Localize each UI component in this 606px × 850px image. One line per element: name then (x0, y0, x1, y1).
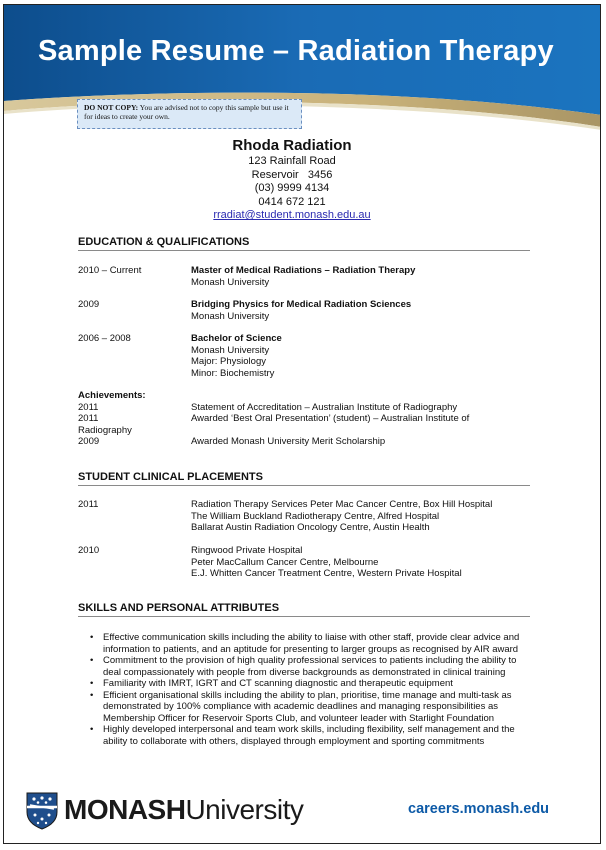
section-divider (78, 485, 530, 486)
skill-text: Effective communication skills including the ability to liaise with other staff, provide clear advice and information to patients, and an aptitude for presenting to larger groups as recognised by AIR award (103, 632, 520, 655)
notice-text: You are advised not to copy this sample but use it for ideas to create your own. (84, 103, 289, 121)
skill-item (88, 678, 534, 690)
achievement-text: Awarded Monash University Merit Scholarship (191, 436, 386, 447)
placement-line: The William Buckland Radiotherapy Centre, Alfred Hospital (191, 510, 440, 522)
section-divider (78, 250, 530, 251)
skills-title: SKILLS AND PERSONAL ATTRIBUTES (78, 602, 280, 614)
achievement-text: Awarded ‘Best Oral Presentation’ (student) – Australian Institute of (191, 413, 470, 424)
skill-text: Commitment to the provision of high quality professional services to patients including the ability to deal compassionately with people from diverse backgrounds as demonstrated in clinical training (103, 655, 517, 678)
education-degree: Bachelor of Science (191, 333, 282, 344)
skills-list (88, 632, 534, 747)
placement-year: 2010 (78, 545, 100, 556)
contact-block (84, 137, 500, 223)
education-date: 2010 – Current (78, 265, 142, 276)
phone-landline: (03) 9999 4134 (254, 182, 330, 195)
education-institution: Monash University (191, 310, 270, 322)
monash-crest-icon (26, 792, 58, 830)
achievement-text: Statement of Accreditation – Australian Institute of Radiography (191, 401, 458, 413)
education-section-header (78, 236, 530, 251)
achievement-item (78, 413, 530, 425)
monash-logo (26, 790, 336, 832)
resume-page (3, 4, 601, 844)
placements-title: STUDENT CLINICAL PLACEMENTS (78, 471, 263, 483)
placement-year: 2011 (78, 499, 99, 510)
education-degree: Bridging Physics for Medical Radiation Sciences (191, 299, 412, 310)
skill-item (88, 690, 534, 725)
logo-wordmark-monash: MONASH (64, 794, 186, 825)
placement-line: Radiation Therapy Services Peter Mac Cancer Centre, Box Hill Hospital (191, 499, 493, 510)
skill-text: Familiarity with IMRT, IGRT and CT scanning diagnostic and therapeutic equipment (103, 678, 453, 689)
education-minor: Minor: Biochemistry (191, 367, 275, 379)
placement-line: Ballarat Austin Radiation Oncology Centre, Austin Health (191, 522, 430, 533)
placements-section-header (78, 471, 530, 486)
achievements-title: Achievements: (78, 390, 146, 401)
achievement-item (78, 402, 530, 414)
education-institution: Monash University (191, 344, 270, 356)
achievement-text-wrap: Radiography (78, 424, 132, 436)
achievement-year: 2009 (78, 436, 100, 447)
achievement-year: 2011 (78, 413, 99, 424)
bullet-icon: • (90, 689, 94, 701)
education-title: EDUCATION & QUALIFICATIONS (78, 236, 250, 248)
skill-item (88, 655, 534, 678)
careers-link[interactable]: careers.monash.edu (408, 801, 550, 817)
section-divider (78, 616, 530, 617)
email-link[interactable]: rradiat@student.monash.edu.au (213, 209, 371, 222)
banner-title: Sample Resume – Radiation Therapy (38, 35, 554, 67)
skill-text: Efficient organisational skills including the ability to plan, prioritise, time manage and multi-task as demonstrated by 100% compliance with academic deadlines and managing responsibilities as Membership Officer for Reservoir Sports Club, and volunteer leader with Starlight Foundation (103, 689, 512, 724)
education-date: 2009 (78, 299, 100, 310)
applicant-name: Rhoda Radiation (232, 137, 352, 154)
bullet-icon: • (90, 655, 94, 666)
placement-line: Peter MacCallum Cancer Centre, Melbourne (191, 556, 379, 568)
bullet-icon: • (90, 678, 94, 689)
placement-line: Ringwood Private Hospital (191, 545, 303, 556)
bullet-icon: • (90, 632, 94, 643)
achievement-item (78, 436, 530, 448)
education-degree: Master of Medical Radiations – Radiation Therapy (191, 265, 416, 276)
achievements-block (78, 390, 530, 448)
bullet-icon: • (90, 724, 94, 735)
placement-line: E.J. Whitten Cancer Treatment Centre, Western Private Hospital (191, 568, 462, 579)
skill-text: Highly developed interpersonal and team work skills, including flexibility, self management and the ability to collaborate with others, displayed through employment and sporting commitments (103, 724, 515, 747)
do-not-copy-notice (77, 99, 302, 129)
education-date: 2006 – 2008 (78, 333, 131, 344)
skill-item (88, 632, 534, 655)
education-major: Major: Physiology (191, 356, 266, 367)
phone-mobile: 0414 672 121 (258, 195, 326, 208)
notice-label: DO NOT COPY: (84, 103, 139, 112)
achievement-year: 2011 (78, 401, 99, 413)
skill-item (88, 724, 534, 747)
logo-wordmark-university: University (185, 794, 304, 825)
skills-section-header (78, 602, 530, 617)
address-line-1: 123 Rainfall Road (248, 155, 336, 167)
education-institution: Monash University (191, 276, 270, 288)
address-line-2: Reservoir 3456 (251, 168, 333, 181)
